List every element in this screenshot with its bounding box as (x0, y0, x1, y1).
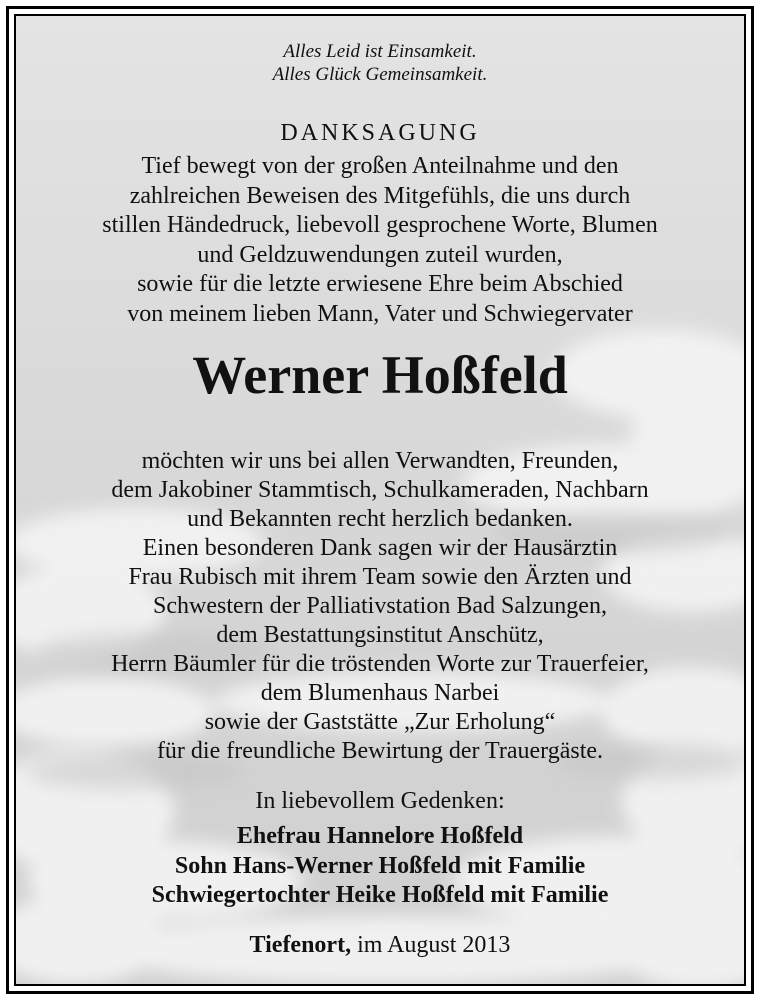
thanks-line: dem Bestattungsinstitut Anschütz, (216, 622, 544, 648)
signers-list (16, 822, 744, 911)
intro-line: und Geldzuwendungen zuteil wurden, (197, 241, 563, 268)
heading: DANKSAGUNG (280, 120, 480, 146)
intro-line: Tief bewegt von der großen Anteilnahme und den (141, 153, 619, 179)
notice-panel (14, 14, 746, 986)
date: im August 2013 (351, 932, 511, 958)
deceased-name: Werner Hoßfeld (192, 345, 568, 405)
motto-line: Alles Leid ist Einsamkeit. (283, 41, 477, 62)
thanks-line: Frau Rubisch mit ihrem Team sowie den Ärzten und (128, 564, 632, 590)
thanks-line: und Bekannten recht herzlich bedanken. (187, 506, 573, 532)
notice-text (16, 16, 744, 984)
remembrance-line: In liebevollem Gedenken: (255, 788, 505, 814)
motto (16, 40, 744, 86)
signer: Ehefrau Hannelore Hoßfeld (236, 823, 524, 849)
intro-line: von meinem lieben Mann, Vater und Schwiegervater (127, 300, 633, 327)
obituary-notice (6, 6, 754, 994)
place: Tiefenort, (249, 932, 352, 958)
signer: Sohn Hans-Werner Hoßfeld mit Familie (174, 852, 586, 879)
thanks-line: möchten wir uns bei allen Verwandten, Freunden, (141, 448, 619, 474)
motto-line: Alles Glück Gemeinsamkeit. (272, 64, 488, 85)
intro-line: stillen Händedruck, liebevoll gesprochene Worte, Blumen (102, 212, 658, 238)
intro-line: zahlreichen Beweisen des Mitgefühls, die uns durch (129, 182, 631, 209)
thanks-line: sowie der Gaststätte „Zur Erholung“ (204, 709, 556, 735)
thanks-line: Schwestern der Palliativstation Bad Salzungen, (153, 593, 607, 619)
intro-line: sowie für die letzte erwiesene Ehre beim Abschied (137, 271, 623, 297)
thanks-line: Einen besonderen Dank sagen wir der Hausärztin (142, 535, 618, 561)
signer: Schwiegertochter Heike Hoßfeld mit Familie (151, 882, 609, 908)
thanks-line: für die freundliche Bewirtung der Trauergäste. (156, 738, 604, 764)
thanks-paragraph (16, 447, 744, 766)
place-and-date (16, 930, 744, 960)
thanks-line: dem Jakobiner Stammtisch, Schulkameraden, Nachbarn (111, 477, 649, 503)
intro-paragraph (16, 152, 744, 329)
thanks-line: Herrn Bäumler für die tröstenden Worte zur Trauerfeier, (111, 651, 649, 677)
thanks-line: dem Blumenhaus Narbei (260, 680, 500, 706)
